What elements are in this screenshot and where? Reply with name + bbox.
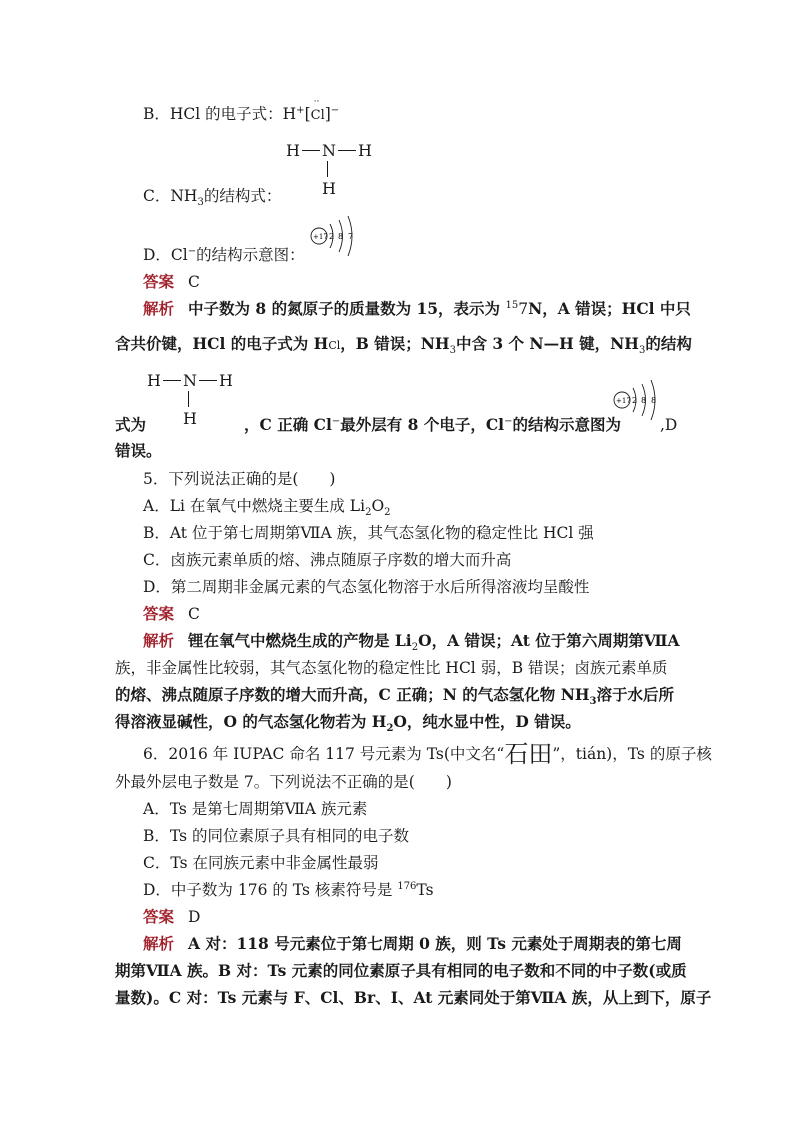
q4-option-d-sup: − — [187, 245, 197, 257]
q4-option-c — [143, 185, 281, 207]
q4-analysis-l2-b: ，B 错误；NH — [340, 334, 450, 353]
q4-option-b-bracket-right: ] — [324, 105, 331, 123]
shell-1-count: 2 — [329, 232, 335, 241]
q5-option-d: D．第二周期非金属元素的气态氢化物溶于水后所得溶液均呈酸性 — [143, 578, 590, 596]
q4-analysis-l1-7: 7 — [518, 300, 529, 318]
nh3-structure-option-c — [286, 141, 386, 201]
q5-option-c: C．卤族元素单质的熔、沸点随原子序数的增大而升高 — [143, 551, 512, 569]
q4-option-d — [143, 244, 305, 266]
q5-option-a-sub: 2 — [365, 507, 372, 519]
q4-analysis-l3-a: 式为 — [115, 415, 147, 434]
q5-analysis-l4-a: 得溶液显碱性，O 的气态氢化物若为 H — [115, 712, 387, 731]
q4-analysis-l4: 错误。 — [115, 441, 162, 460]
q4-analysis-label: 解析 — [143, 299, 175, 318]
q6-option-d-sup: 176 — [397, 880, 417, 892]
nh3-h-left: H — [286, 141, 300, 160]
q6-option-a: A．Ts 是第七周期第ⅦA 族元素 — [143, 800, 368, 818]
shell-3-count: 7 — [348, 232, 354, 241]
nh3-bond-right — [338, 150, 356, 151]
q6-analysis-l1: A 对：118 号元素位于第七周期 0 族，则 Ts 元素处于周期表的第七周 — [188, 934, 682, 953]
q4-analysis-l3-sup: − — [331, 415, 341, 427]
q5-option-b: B．At 位于第七周期第ⅦA 族，其气态氢化物的稳定性比 HCl 强 — [143, 524, 594, 542]
q6-option-b: B．Ts 的同位素原子具有相同的电子数 — [143, 827, 409, 845]
q4-option-c-suffix: 的结构式： — [203, 187, 282, 205]
nh3-a-h-right: H — [219, 371, 233, 390]
q5-option-a-text: A．Li 在氧气中燃烧主要生成 Li — [143, 497, 366, 515]
q4-analysis-line-3-end — [660, 414, 677, 436]
q4-option-c-text: C．NH — [143, 187, 198, 205]
q4-analysis-l2-d: 的结构 — [645, 334, 692, 353]
q4-option-b-cl-group — [310, 97, 325, 127]
q6-analysis-line-2: 期第ⅦA 族。B 对：Ts 元素的同位素原子具有相同的电子数和不同的中子数(或质 — [115, 961, 687, 980]
q4-option-b-bracket-left: [ — [304, 105, 311, 123]
q6-answer-label: 答案 — [143, 907, 175, 926]
q4-option-b-cl: Cl — [310, 108, 325, 123]
nh3-h-right: H — [358, 141, 372, 160]
q4-answer-value: C — [188, 273, 200, 291]
q4-analysis-line-2 — [115, 333, 692, 357]
q6-option-d-ts: Ts — [416, 881, 434, 899]
q4-analysis-l2-sub: 3 — [449, 345, 456, 357]
nh3-a-h-left: H — [147, 371, 161, 390]
q5-analysis-l1-sub: 2 — [411, 642, 419, 654]
q6-stem-l1-b: ”，tián)，Ts 的原子核 — [552, 745, 712, 763]
cl-shell-diagram-svg-1 — [308, 216, 368, 256]
q5-analysis-label: 解析 — [143, 631, 175, 650]
q5-analysis-line-3 — [115, 684, 674, 706]
q6-option-d — [143, 879, 434, 901]
shell-2-1-count: 2 — [632, 396, 638, 405]
q4-answer-label: 答案 — [143, 272, 175, 291]
q5-analysis-line-2: 族，非金属性比较弱，其气态氢化物的稳定性比 HCl 弱，B 错误；卤族元素单质 — [115, 659, 668, 677]
nh3-h-bottom: H — [322, 179, 336, 198]
q5-analysis-line-4 — [115, 711, 581, 733]
nh3-bond-left — [302, 150, 320, 151]
q5-analysis-l3-b: 溶于水后所 — [596, 685, 674, 704]
q5-analysis-line-1 — [143, 630, 679, 652]
q4-analysis-l2-sub2: 3 — [638, 345, 646, 357]
q5-analysis-l1-a: 锂在氧气中燃烧生成的产物是 Li — [188, 631, 412, 650]
q4-answer — [143, 271, 200, 293]
q4-option-b — [143, 97, 340, 127]
q5-option-a — [143, 495, 391, 517]
q4-analysis-line-4 — [115, 440, 162, 462]
q6-analysis-line-3: 量数)。C 对：Ts 元素与 F、Cl、Br、I、At 元素同处于第ⅦA 族，从上到下，原子 — [115, 988, 712, 1007]
q4-option-b-minus: − — [330, 104, 340, 116]
nh3-a-n: N — [183, 371, 197, 390]
q5-option-a-o: O — [371, 497, 385, 515]
shell-2-3-count: 8 — [651, 396, 657, 405]
cl-shell-diagram-option-d — [308, 216, 368, 256]
q4-option-b-text: B．HCl 的电子式：H — [143, 105, 297, 123]
nh3-a-bond-left — [163, 380, 181, 381]
q4-analysis-l2-a: 含共价键，HCl 的电子式为 H — [115, 334, 329, 353]
q4-analysis-line-3-cont — [244, 414, 621, 436]
q5-analysis-l1-b: O，A 错误；At 位于第六周期第ⅦA — [418, 631, 680, 650]
nh3-n: N — [322, 141, 336, 160]
q4-analysis-l1-a: 中子数为 8 的氮原子的质量数为 15，表示为 — [188, 299, 506, 318]
q4-analysis-l2-cl: Cl — [328, 339, 341, 352]
q4-analysis-l2-c: 中含 3 个 N—H 键，NH — [455, 334, 639, 353]
nh3-a-bond-down — [188, 391, 189, 407]
q5-analysis-l3-a: 的熔、沸点随原子序数的增大而升高，C 正确；N 的气态氢化物 NH — [115, 685, 590, 704]
q4-option-b-dots: ·· — [313, 97, 320, 107]
q4-option-d-suffix: 的结构示意图： — [196, 246, 305, 264]
q4-analysis-l3-e: ,D — [660, 416, 678, 434]
q4-analysis-line-1 — [143, 298, 691, 320]
q5-stem: 5．下列说法正确的是( ) — [143, 470, 336, 488]
q4-option-b-plus: + — [296, 104, 305, 116]
q6-option-d-text: D．中子数为 176 的 Ts 核素符号是 — [143, 881, 398, 899]
q4-analysis-l1-sup: 15 — [505, 299, 519, 311]
q6-analysis-line-1 — [143, 933, 682, 955]
q4-analysis-l3-d: 的结构示意图为 — [512, 415, 621, 434]
q4-analysis-l3-b: ，C 正确 Cl — [244, 415, 332, 434]
q5-analysis-l4-b: O，纯水显中性，D 错误。 — [393, 712, 581, 731]
q4-analysis-l3-c: 最外层有 8 个电子，Cl — [340, 415, 505, 434]
nh3-structure-analysis — [147, 371, 247, 431]
q4-analysis-l3-sup2: − — [504, 415, 513, 427]
q6-analysis-label: 解析 — [143, 934, 175, 953]
q5-option-a-sub2: 2 — [384, 507, 391, 519]
q4-analysis-l1-b: N，A 错误；HCl 中只 — [528, 299, 691, 318]
nh3-bond-down — [327, 161, 328, 177]
q6-answer-value: D — [188, 908, 201, 926]
q4-option-c-sub: 3 — [197, 197, 204, 209]
nucleus-label: +17 — [313, 233, 328, 241]
q6-stem-l1-a: 6．2016 年 IUPAC 命名 117 号元素为 Ts(中文名“ — [143, 745, 505, 763]
nucleus-label-2: +17 — [616, 397, 631, 405]
nh3-a-h-bottom: H — [183, 409, 197, 428]
q6-stem-line-2: 外最外层电子数是 7。下列说法不正确的是( ) — [115, 773, 452, 791]
shell-2-2-count: 8 — [641, 396, 647, 405]
q5-analysis-l4-sub: 2 — [386, 723, 394, 735]
q5-answer — [143, 603, 200, 625]
q4-analysis-line-3 — [115, 414, 146, 436]
q5-answer-label: 答案 — [143, 604, 175, 623]
nh3-a-bond-right — [199, 380, 217, 381]
q5-answer-value: C — [188, 605, 200, 623]
q4-option-d-text: D．Cl — [143, 246, 188, 264]
q6-answer — [143, 906, 200, 928]
q6-stem-char: 石田 — [504, 740, 553, 768]
q5-analysis-l3-sub: 3 — [589, 696, 597, 708]
q6-option-c: C．Ts 在同族元素中非金属性最弱 — [143, 854, 379, 872]
shell-2-count: 8 — [338, 232, 344, 241]
q6-stem-line-1 — [143, 740, 712, 768]
